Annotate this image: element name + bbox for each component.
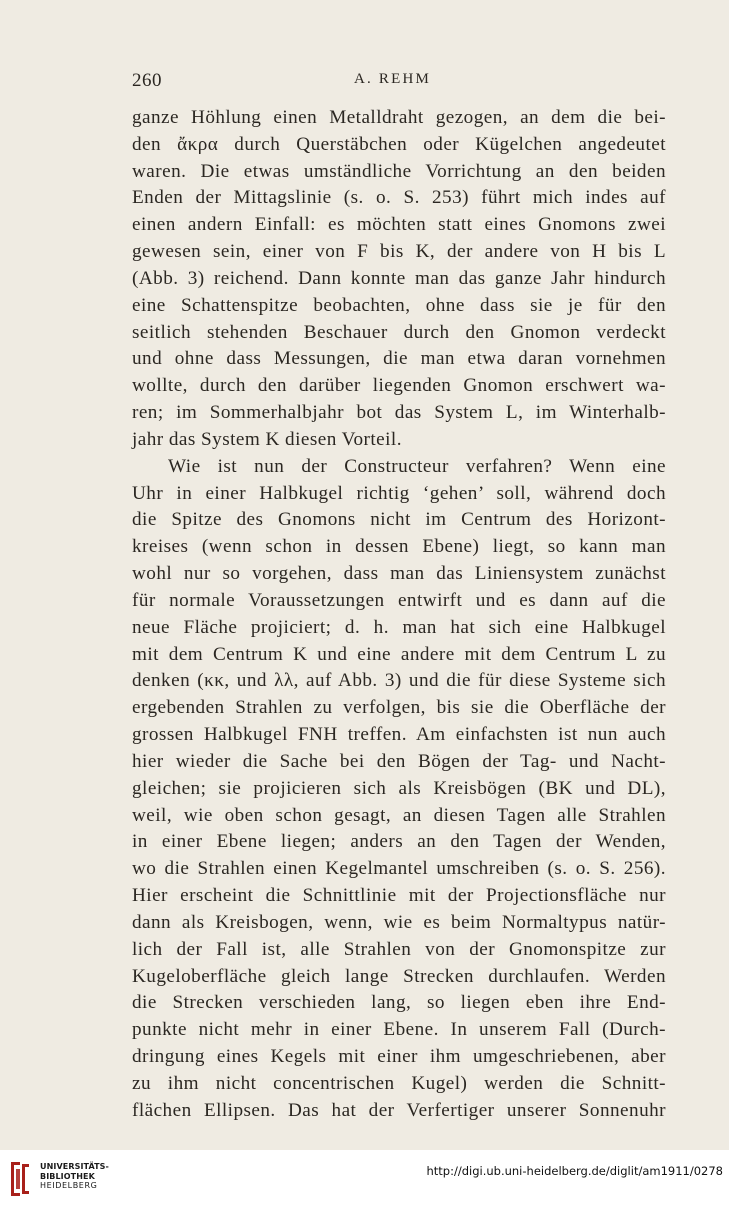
text-line: punkte nicht mehr in einer Ebene. In unserem Fall (Durch- (132, 1019, 666, 1041)
text-line: kreises (wenn schon in dessen Ebene) liegt, so kann man (132, 536, 666, 558)
ub-heidelberg-logo-icon (8, 1160, 32, 1198)
text-line: ren; im Sommerhalbjahr bot das System L, im Winterhalb- (132, 402, 666, 424)
text-line: für normale Voraussetzungen entwirft und es dann auf die (132, 589, 666, 611)
text-line: (Abb. 3) reichend. Dann konnte man das ganze Jahr hindurch (132, 267, 666, 289)
text-line: und ohne dass Messungen, die man etwa daran vornehmen (132, 348, 666, 370)
text-line: einen andern Einfall: es möchten statt eines Gnomons zwei (132, 214, 666, 236)
text-line: neue Fläche projiciert; d. h. man hat sich eine Halbkugel (132, 616, 666, 638)
library-name-line: BIBLIOTHEK (40, 1171, 95, 1181)
text-line: Uhr in einer Halbkugel richtig ‘gehen’ soll, während doch (132, 482, 666, 504)
text-line: wohl nur so vorgehen, dass man das Liniensystem zunächst (132, 563, 666, 585)
text-line: Enden der Mittagslinie (s. o. S. 253) führt mich indes auf (132, 187, 666, 209)
text-line: lich der Fall ist, alle Strahlen von der Gnomonspitze zur (132, 938, 666, 960)
text-line: dann als Kreisbogen, wenn, wie es beim Normaltypus natür- (132, 911, 666, 933)
text-line: eine Schattenspitze beobachten, ohne dass sie je für den (132, 294, 666, 316)
body-text (132, 105, 666, 1124)
text-line: jahr das System K diesen Vorteil. (132, 428, 402, 450)
text-line: in einer Ebene liegen; anders an den Tagen der Wenden, (132, 831, 666, 853)
viewer-footer (0, 1150, 729, 1207)
text-line: ganze Höhlung einen Metalldraht gezogen, an dem die bei- (132, 107, 666, 128)
text-line: Wie ist nun der Constructeur verfahren? Wenn eine (168, 455, 666, 477)
library-name (40, 1162, 109, 1191)
text-line: flächen Ellipsen. Das hat der Verfertiger unserer Sonnenuhr (132, 1099, 666, 1121)
text-line: die Spitze des Gnomons nicht im Centrum des Horizont- (132, 509, 666, 531)
text-line: wo die Strahlen einen Kegelmantel umschreiben (s. o. S. 256). (132, 858, 666, 880)
text-line: mit dem Centrum K und eine andere mit dem Centrum L zu (132, 643, 666, 665)
text-line: den ἄκρα durch Querstäbchen oder Kügelchen angedeutet (132, 133, 666, 155)
text-line: denken (κκ, und λλ, auf Abb. 3) und die für diese Systeme sich (132, 670, 666, 692)
text-line: die Strecken verschieden lang, so liegen eben ihre End- (132, 992, 666, 1014)
text-line: seitlich stehenden Beschauer durch den Gnomon verdeckt (132, 321, 666, 343)
text-line: gleichen; sie projicieren sich als Kreisbögen (BK und DL), (132, 777, 666, 799)
text-line: zu ihm nicht concentrischen Kugel) werden die Schnitt- (132, 1072, 666, 1094)
library-name-line: UNIVERSITÄTS- (40, 1162, 109, 1171)
text-line: dringung eines Kegels mit einer ihm umgeschriebenen, aber (132, 1045, 666, 1067)
text-line: Hier erscheint die Schnittlinie mit der Projectionsfläche nur (132, 885, 666, 907)
text-line: weil, wie oben schon gesagt, an diesen Tagen alle Strahlen (132, 804, 666, 826)
text-line: gewesen sein, einer von F bis K, der andere von H bis L (132, 241, 666, 263)
text-line: ergebenden Strahlen zu verfolgen, bis sie die Oberfläche der (132, 697, 666, 719)
text-line: hier wieder die Sache bei den Bögen der Tag- und Nacht- (132, 750, 666, 772)
text-line: waren. Die etwas umständliche Vorrichtung an den beiden (132, 160, 666, 182)
page-header (132, 70, 666, 94)
running-head: A. REHM (354, 71, 432, 87)
text-line: wollte, durch den darüber liegenden Gnomon erschwert wa- (132, 375, 666, 397)
text-line: grossen Halbkugel FNH treffen. Am einfachsten ist nun auch (132, 724, 666, 746)
page-number: 260 (132, 70, 162, 91)
permalink-url[interactable]: http://digi.ub.uni-heidelberg.de/diglit/am1911/0278 (426, 1164, 723, 1178)
library-name-line: HEIDELBERG (40, 1181, 98, 1190)
text-line: Kugeloberfläche gleich lange Strecken durchlaufen. Werden (132, 965, 666, 987)
